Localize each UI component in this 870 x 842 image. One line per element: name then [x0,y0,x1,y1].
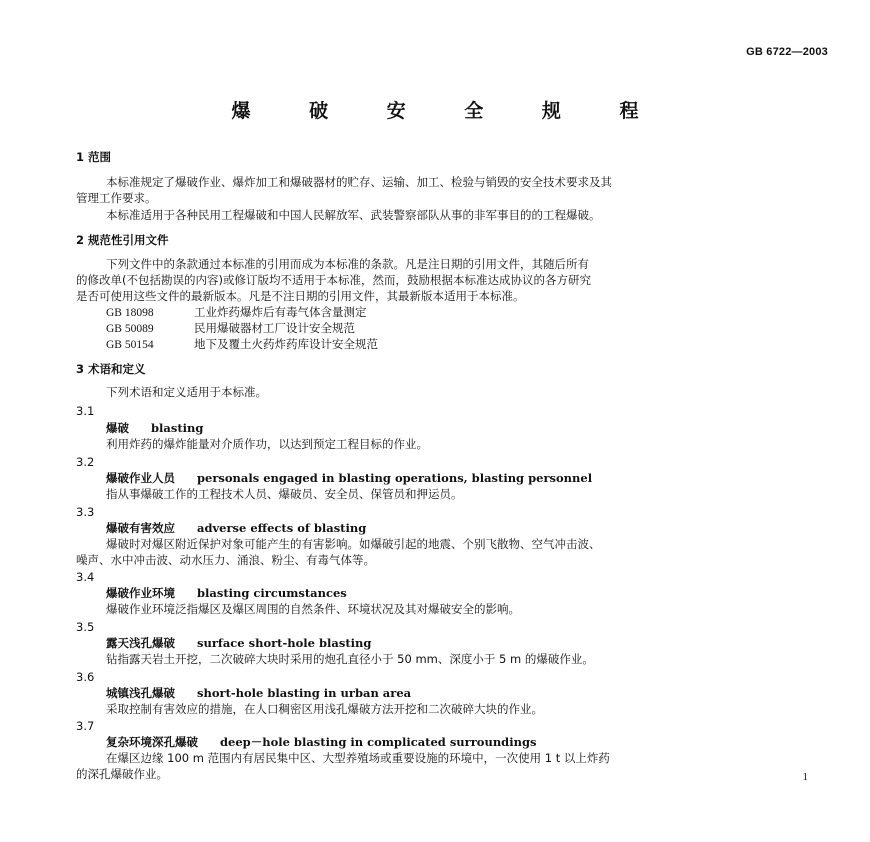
term-en: adverse effects of blasting [197,521,367,535]
term-heading [106,735,536,749]
term-number: 3.6 [76,670,95,684]
term-heading [106,636,371,650]
term-en: surface short-hole blasting [197,636,372,650]
section-1-para1-line2: 管理工作要求。 [76,191,157,205]
term-definition: 钻指露天岩土开挖，二次破碎大块时采用的炮孔直径小于 50 mm、深度小于 5 m 的爆破作业。 [106,652,594,666]
term-heading [106,421,203,435]
section-2-para-line1: 下列文件中的条款通过本标准的引用而成为本标准的条款。凡是注日期的引用文件，其随后所有 [106,257,589,271]
reference-code: GB 50154 [106,339,154,351]
term-number: 3.3 [76,505,95,519]
page-number: 1 [802,771,808,783]
term-en: deep－hole blasting in complicated surroundings [220,735,537,749]
section-2-para-line2: 的修改单(不包括勘误的内容)或修订版均不适用于本标准，然而，鼓励根据本标准达成协议的各方研究 [76,273,591,287]
term-heading [106,686,411,700]
term-zh: 爆破作业环境 [106,586,175,600]
term-zh: 复杂环境深孔爆破 [106,735,198,749]
term-definition: 指从事爆破工作的工程技术人员、爆破员、安全员、保管员和押运员。 [106,487,463,501]
section-2-para-line3: 是否可使用这些文件的最新版本。凡是不注日期的引用文件，其最新版本适用于本标准。 [76,289,525,303]
term-number: 3.7 [76,719,95,733]
term-number: 3.2 [76,455,95,469]
reference-title: 工业炸药爆炸后有毒气体含量测定 [194,305,367,319]
section-3-intro: 下列术语和定义适用于本标准。 [106,385,267,399]
term-zh: 爆破有害效应 [106,521,175,535]
reference-code: GB 50089 [106,323,154,335]
reference-title: 民用爆破器材工厂设计安全规范 [194,321,355,335]
section-1-heading: 1 范围 [76,150,112,164]
term-heading [106,586,347,600]
term-number: 3.1 [76,404,95,418]
term-definition: 利用炸药的爆炸能量对介质作功，以达到预定工程目标的作业。 [106,437,428,451]
term-number: 3.5 [76,620,95,634]
section-1-para1-line1: 本标准规定了爆破作业、爆炸加工和爆破器材的贮存、运输、加工、检验与销毁的安全技术要求及其 [106,175,612,189]
term-en: personals engaged in blasting operations, blasting personnel [197,471,593,485]
term-zh: 爆破作业人员 [106,471,175,485]
term-heading [106,471,592,485]
term-definition-line2: 噪声、水中冲击波、动水压力、涌浪、粉尘、有毒气体等。 [76,553,375,567]
term-en: blasting circumstances [197,586,347,600]
reference-item [106,305,367,320]
section-2-heading: 2 规范性引用文件 [76,233,169,247]
term-number: 3.4 [76,570,95,584]
term-definition-line1: 在爆区边缘 100 m 范围内有居民集中区、大型养殖场或重要设施的环境中，一次使用 1 t 以上炸药 [106,751,610,765]
standard-code: GB 6722—2003 [746,46,828,58]
term-zh: 露天浅孔爆破 [106,636,175,650]
term-zh: 城镇浅孔爆破 [106,686,175,700]
term-definition-line1: 爆破时对爆区附近保护对象可能产生的有害影响。如爆破引起的地震、个别飞散物、空气冲击波、 [106,537,601,551]
term-definition-line2: 的深孔爆破作业。 [76,767,168,781]
section-1-para2: 本标准适用于各种民用工程爆破和中国人民解放军、武装警察部队从事的非军事目的的工程爆破。 [106,208,601,222]
term-zh: 爆破 [106,421,129,435]
term-definition: 爆破作业环境泛指爆区及爆区周围的自然条件、环境状况及其对爆破安全的影响。 [106,602,520,616]
reference-title: 地下及覆土火药炸药库设计安全规范 [194,337,378,351]
term-en: blasting [151,421,204,435]
reference-item [106,337,378,352]
term-heading [106,521,366,535]
document-title: 爆 破 安 全 规 程 [231,100,665,122]
term-definition: 采取控制有害效应的措施，在人口稠密区用浅孔爆破方法开挖和二次破碎大块的作业。 [106,702,543,716]
reference-item [106,321,355,336]
section-3-heading: 3 术语和定义 [76,362,146,376]
reference-code: GB 18098 [106,307,154,319]
term-en: short-hole blasting in urban area [197,686,412,700]
